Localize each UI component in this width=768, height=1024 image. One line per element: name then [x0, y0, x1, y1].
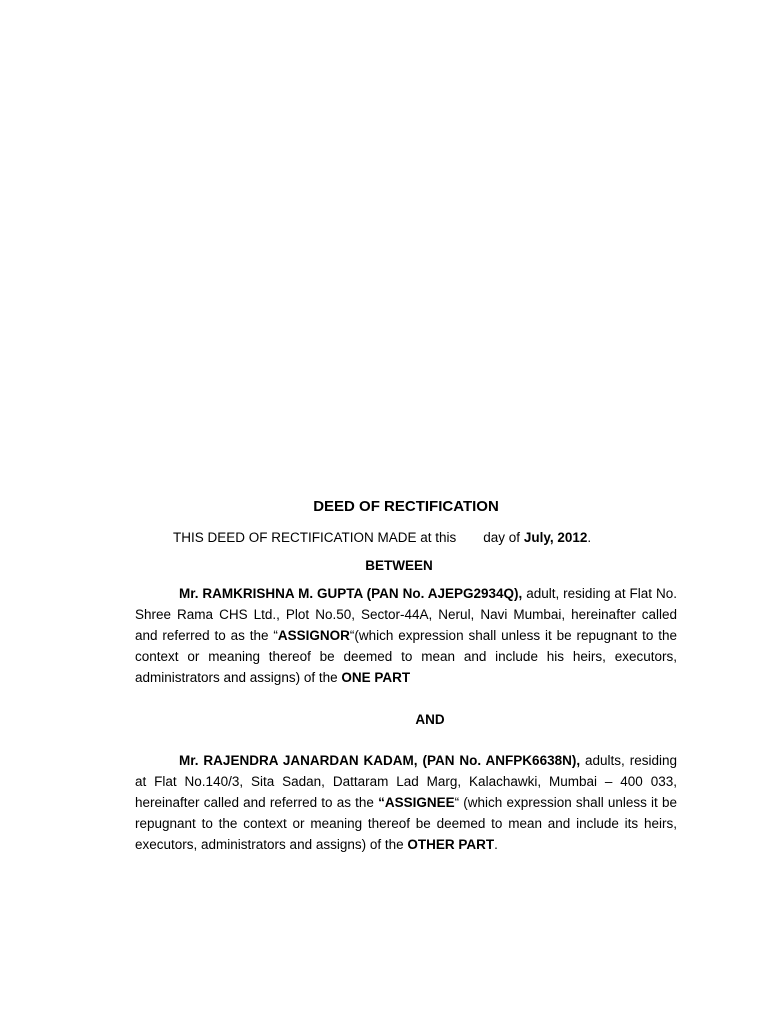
document-title: DEED OF RECTIFICATION [313, 498, 499, 515]
assignor-role: ASSIGNOR [277, 628, 350, 643]
and-heading: AND [415, 712, 445, 727]
intro-period: . [587, 530, 592, 545]
assignee-part: OTHER PART [407, 837, 495, 852]
assignee-paragraph [135, 750, 677, 855]
assignee-name: Mr. RAJENDRA JANARDAN KADAM, (PAN No. ANFPK6638N), [179, 753, 581, 768]
assignor-name: Mr. RAMKRISHNA M. GUPTA (PAN No. AJEPG2934Q), [179, 586, 523, 601]
assignor-text-2: “(which expression shall unless it be repugnant to the context or meaning thereof be deemed to mean and include his heirs, executors, administrators and assigns) of the [135, 628, 678, 685]
assignor-part: ONE PART [341, 670, 411, 685]
deed-intro-line [173, 528, 591, 548]
between-heading: BETWEEN [365, 558, 433, 573]
intro-date: July, 2012 [523, 530, 588, 545]
intro-day-of: day of [483, 530, 521, 545]
assignor-text-1: adult, residing at Flat No. Shree Rama CHS Ltd., Plot No.50, Sector-44A, Nerul, Navi Mumbai, hereinafter called and referred to as the “ [135, 586, 677, 643]
assignor-paragraph [135, 583, 677, 688]
assignee-end: . [494, 837, 498, 852]
assignee-text-2: “ (which expression shall unless it be repugnant to the context or meaning thereof be deemed to mean and include its heirs, executors, administrators and assigns) of the [135, 795, 677, 852]
intro-prefix: THIS DEED OF RECTIFICATION MADE at this [173, 530, 457, 545]
assignee-role: “ASSIGNEE [378, 795, 455, 810]
assignee-text-1: adults, residing at Flat No.140/3, Sita Sadan, Dattaram Lad Marg, Kalachawki, Mumbai – 400 033, hereinafter called and referred to as the [135, 753, 677, 810]
